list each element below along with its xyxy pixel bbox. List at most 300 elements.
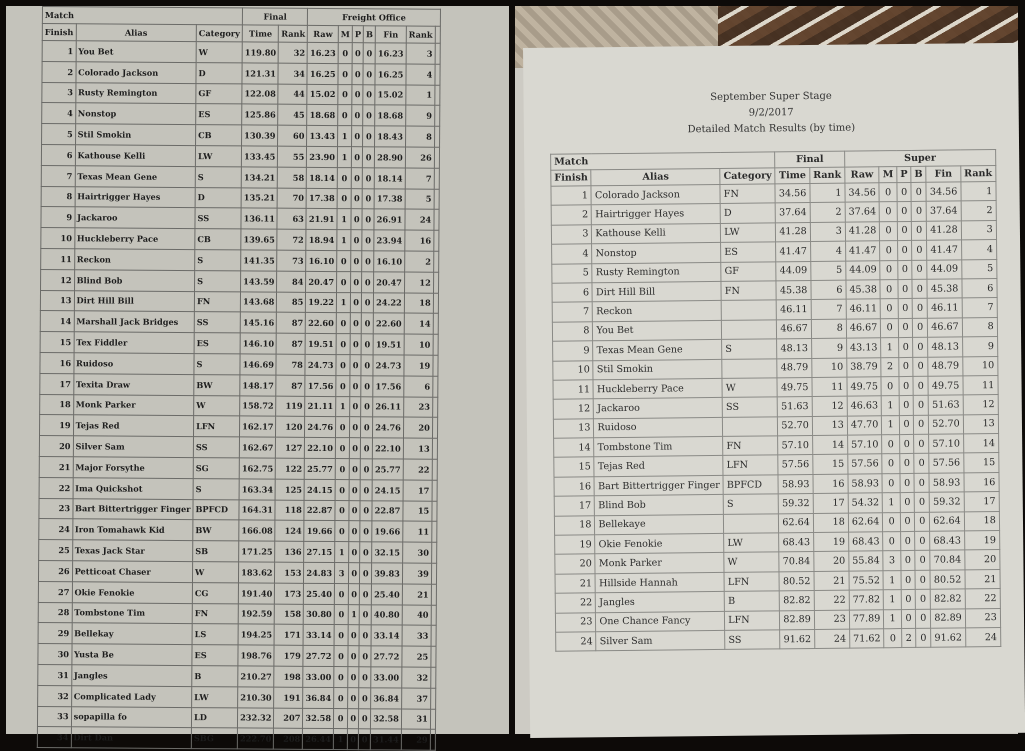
table-cell: 22 [814, 590, 849, 610]
table-cell: 0 [349, 563, 360, 584]
table-cell: 0 [883, 512, 901, 532]
table-cell: 47.70 [847, 415, 882, 435]
table-cell: 0 [883, 532, 901, 552]
table-row [40, 352, 438, 376]
table-cell: Hillside Hannah [595, 572, 724, 593]
table-cell: SS [193, 437, 239, 458]
table-cell: 146.69 [240, 354, 276, 375]
table-cell: 0 [884, 629, 902, 649]
table-cell: 13 [963, 414, 998, 434]
table-cell: Major Forsythe [73, 457, 194, 479]
table-cell: Silver Sam [596, 630, 725, 651]
table-cell: W [722, 378, 777, 398]
table-row [39, 436, 437, 460]
table-cell: 70.84 [930, 550, 965, 570]
table-cell: 62.64 [848, 512, 883, 532]
table-cell: CB [195, 229, 241, 250]
table-cell: 0 [360, 583, 372, 604]
table-cell: 72 [277, 229, 306, 250]
table-row [40, 394, 438, 418]
table-cell: 17 [40, 373, 74, 394]
table-cell: 0 [351, 188, 362, 209]
table-cell: 18 [813, 513, 848, 533]
table-cell: 1 [336, 396, 350, 417]
table-cell: 39.83 [372, 563, 403, 584]
table-cell: 14 [812, 435, 847, 455]
table-cell: 9 [962, 337, 997, 357]
left-col-header: Fin [375, 26, 406, 43]
table-cell: Rusty Remington [75, 82, 196, 104]
table-cell: 91.62 [780, 629, 815, 649]
table-cell: 32 [402, 667, 431, 688]
table-cell: 21 [814, 571, 849, 591]
table-cell: 0 [360, 479, 372, 500]
table-cell: 0 [880, 260, 898, 280]
table-cell: 0 [334, 604, 348, 625]
table-cell: 1 [884, 609, 902, 629]
table-cell: 0 [880, 280, 898, 300]
table-cell: 10 [404, 334, 433, 355]
table-cell: 22 [965, 589, 1000, 609]
table-cell: Rusty Remington [592, 262, 721, 283]
table-cell: 146.10 [240, 333, 276, 354]
table-cell: 33.14 [371, 625, 402, 646]
table-cell [433, 314, 438, 335]
table-cell: 48.79 [777, 358, 812, 378]
table-cell: Texita Draw [73, 373, 194, 395]
right-group-final: Final [775, 151, 845, 168]
table-cell [432, 480, 437, 501]
table-cell: 0 [901, 570, 915, 590]
table-cell: W [194, 395, 240, 416]
table-cell: 24 [39, 519, 73, 540]
table-cell: 34.56 [775, 184, 810, 204]
table-cell: 63 [277, 209, 306, 230]
right-table-body [551, 182, 1001, 652]
table-cell: 14 [963, 434, 998, 454]
table-cell: 0 [361, 417, 373, 438]
table-cell: D [196, 62, 242, 83]
table-cell [724, 513, 779, 533]
table-cell: 16.23 [375, 43, 406, 64]
table-cell: 0 [911, 202, 926, 222]
table-cell: 38.79 [847, 357, 882, 377]
table-cell: 0 [350, 334, 361, 355]
table-cell: 40 [402, 605, 431, 626]
table-cell: Bellekay [72, 623, 193, 645]
table-cell [722, 320, 777, 340]
table-cell: 3 [810, 222, 845, 242]
table-cell: 0 [336, 334, 350, 355]
table-cell: 3 [406, 43, 435, 64]
table-cell: 191 [274, 687, 303, 708]
table-cell: 8 [405, 126, 434, 147]
table-cell: 0 [900, 454, 914, 474]
table-cell: 194.25 [238, 624, 274, 645]
table-row [41, 207, 439, 231]
table-row [40, 415, 438, 439]
table-cell: 0 [359, 708, 371, 729]
right-col-header: B [911, 166, 926, 182]
table-cell: 1 [335, 542, 349, 563]
table-cell: 0 [338, 84, 352, 105]
table-cell: 153 [275, 562, 304, 583]
table-cell: 0 [338, 105, 352, 126]
table-cell: 30 [38, 644, 72, 665]
table-cell: 2 [961, 201, 996, 221]
table-cell: 0 [363, 84, 375, 105]
table-cell: 12 [404, 272, 433, 293]
table-cell: 19 [813, 532, 848, 552]
table-cell: 0 [335, 438, 349, 459]
table-cell: 16 [40, 352, 74, 373]
table-cell [431, 584, 436, 605]
table-cell: 208 [274, 728, 303, 749]
table-cell: 5 [811, 261, 846, 281]
table-cell: S [722, 339, 777, 359]
table-cell: 0 [351, 147, 362, 168]
table-cell: 24 [556, 632, 597, 652]
table-cell: Huckleberry Pace [593, 378, 722, 399]
table-cell: 16.10 [374, 251, 405, 272]
table-cell: 17 [964, 492, 999, 512]
table-cell: 0 [351, 271, 362, 292]
table-cell [431, 542, 436, 563]
table-cell: 15.02 [375, 84, 406, 105]
table-cell: 23.90 [307, 146, 338, 167]
table-cell: 162.17 [240, 416, 276, 437]
table-cell: 58.93 [848, 474, 883, 494]
table-cell: 0 [901, 609, 915, 629]
table-cell: Tejas Red [73, 415, 194, 437]
table-cell: 23 [555, 612, 596, 632]
table-cell: Monk Parker [595, 553, 724, 574]
left-col-header: Rank [279, 25, 308, 42]
table-cell: 13 [812, 416, 847, 436]
table-cell [433, 355, 438, 376]
table-cell: 20 [965, 550, 1000, 570]
table-cell: 0 [350, 396, 361, 417]
table-cell: 18.94 [306, 230, 337, 251]
table-cell: Yusta Be [71, 644, 192, 666]
table-cell: S [723, 494, 778, 514]
table-cell: 0 [336, 313, 350, 334]
table-cell: 82.82 [780, 591, 815, 611]
table-cell: 198.76 [238, 645, 274, 666]
table-cell: 58.93 [778, 474, 813, 494]
table-cell: 68.43 [848, 532, 883, 552]
table-cell: 1 [884, 590, 902, 610]
table-cell: 134.21 [241, 167, 277, 188]
table-row [42, 124, 440, 148]
table-cell: ES [721, 242, 776, 262]
table-cell: 57.10 [929, 434, 964, 454]
table-cell: 0 [360, 500, 372, 521]
table-cell: 232.32 [238, 707, 274, 728]
left-group-match: Match [42, 7, 242, 25]
table-cell: Colorado Jackson [591, 184, 720, 205]
table-cell: 18.68 [307, 105, 338, 126]
table-cell: 46.63 [847, 396, 882, 416]
table-cell: 0 [360, 563, 372, 584]
table-cell: Tombstone Tim [72, 602, 193, 624]
table-cell: 23 [814, 610, 849, 630]
table-cell [433, 293, 438, 314]
table-cell: 17.38 [306, 188, 337, 209]
table-cell: 44.09 [776, 261, 811, 281]
table-cell: 13 [403, 438, 432, 459]
table-cell: 24.76 [373, 417, 404, 438]
table-cell: 20 [39, 436, 73, 457]
table-cell: 13 [40, 290, 74, 311]
table-cell: LFN [725, 610, 780, 630]
table-cell: 0 [915, 570, 930, 590]
table-cell: Okie Fenokie [72, 581, 193, 603]
table-cell: 0 [914, 415, 929, 435]
table-cell: 1 [882, 415, 900, 435]
table-cell: 25 [402, 646, 431, 667]
table-cell: CG [192, 582, 238, 603]
table-row [38, 623, 436, 647]
table-cell: 1 [883, 493, 901, 513]
table-cell: 20 [403, 417, 432, 438]
table-cell: 25.40 [304, 583, 335, 604]
table-cell: 57.10 [847, 435, 882, 455]
table-cell: 13 [553, 418, 594, 438]
table-cell: 0 [882, 435, 900, 455]
table-cell: 41.28 [927, 221, 962, 241]
table-cell: 0 [913, 357, 928, 377]
table-cell: B [192, 665, 238, 686]
table-cell: 25.40 [372, 584, 403, 605]
table-cell: Kathouse Kelli [75, 145, 196, 167]
table-cell: Ruidoso [73, 353, 194, 375]
table-cell: 0 [899, 396, 913, 416]
table-cell: 20.47 [306, 271, 337, 292]
left-photo-panel [6, 6, 509, 745]
table-cell: 210.30 [238, 687, 274, 708]
table-cell: 7 [811, 299, 846, 319]
table-cell: 0 [899, 357, 913, 377]
table-cell: 145.16 [240, 312, 276, 333]
table-cell: 59.32 [779, 494, 814, 514]
table-cell: 1 [883, 570, 901, 590]
table-cell: 16.25 [375, 64, 406, 85]
table-cell: 0 [361, 355, 373, 376]
table-cell: 28 [38, 602, 72, 623]
table-cell: 0 [899, 338, 913, 358]
table-cell: 54.32 [848, 493, 883, 513]
table-cell: 57.56 [848, 454, 883, 474]
table-cell: 32 [38, 685, 72, 706]
table-cell: 0 [912, 279, 927, 299]
table-cell: 34 [37, 727, 71, 748]
table-cell: Ima Quickshot [73, 477, 194, 499]
table-cell [434, 126, 439, 147]
table-cell: 0 [900, 473, 914, 493]
table-cell: 0 [363, 147, 375, 168]
table-row [38, 685, 436, 709]
table-cell: LS [192, 624, 238, 645]
table-cell: 12 [963, 395, 998, 415]
table-cell: 5 [962, 259, 997, 279]
table-cell [434, 210, 439, 231]
table-cell: 0 [913, 396, 928, 416]
table-cell: 31.44 [371, 729, 402, 750]
table-cell: ES [196, 104, 242, 125]
table-cell: Jackaroo [75, 207, 196, 229]
table-cell: 0 [350, 292, 361, 313]
table-cell: 45.38 [776, 280, 811, 300]
left-col-header: Alias [76, 24, 197, 42]
table-cell: 0 [349, 459, 360, 480]
table-cell: 2 [404, 251, 433, 272]
left-group-freight-office: Freight Office [308, 8, 441, 26]
table-cell: Texas Mean Gene [593, 340, 722, 361]
table-cell: 82.82 [930, 589, 965, 609]
table-cell: 27.15 [304, 541, 335, 562]
table-cell: Jangles [71, 665, 192, 687]
table-cell: 27.72 [371, 646, 402, 667]
sheet-date: 9/2/2017 [748, 107, 794, 119]
table-cell: 58.93 [929, 473, 964, 493]
table-cell: 6 [962, 279, 997, 299]
table-cell: 122.08 [242, 83, 278, 104]
table-cell: 29 [401, 729, 430, 750]
table-cell: 0 [898, 260, 912, 280]
table-cell: 1 [42, 41, 76, 62]
table-cell: 37.64 [845, 202, 880, 222]
table-cell: 0 [899, 376, 913, 396]
right-col-header: Finish [551, 170, 592, 186]
table-cell: 173 [275, 583, 304, 604]
table-cell: 18 [40, 394, 74, 415]
left-col-header-cut [435, 26, 440, 43]
table-cell: 21.91 [306, 209, 337, 230]
table-cell: 17.38 [374, 188, 405, 209]
table-cell: 33.14 [303, 625, 334, 646]
table-cell: 78 [276, 354, 305, 375]
table-cell: 17 [813, 493, 848, 513]
table-cell: 16.10 [306, 250, 337, 271]
table-cell: 4 [961, 240, 996, 260]
table-cell: 0 [335, 500, 349, 521]
table-cell: 49.75 [777, 377, 812, 397]
table-cell: 24 [405, 209, 434, 230]
table-cell: 118 [275, 500, 304, 521]
table-cell: Texas Mean Gene [75, 166, 196, 188]
table-cell: 0 [898, 299, 912, 319]
table-cell: 45.38 [846, 280, 881, 300]
table-row [38, 664, 436, 688]
table-cell: 0 [912, 260, 927, 280]
table-cell: 11 [812, 377, 847, 397]
table-cell [432, 522, 437, 543]
table-cell: Reckon [593, 301, 722, 322]
table-cell: Blind Bob [595, 495, 724, 516]
table-cell: Dirt Hill Bill [74, 290, 195, 312]
table-cell [431, 605, 436, 626]
table-cell: S [193, 478, 239, 499]
table-cell: 0 [334, 583, 348, 604]
table-cell: 73 [277, 250, 306, 271]
table-cell: 45.38 [927, 279, 962, 299]
table-cell: 44.09 [927, 259, 962, 279]
table-cell: 0 [349, 438, 360, 459]
table-cell: 25.77 [372, 459, 403, 480]
table-cell: 37 [401, 688, 430, 709]
table-cell: FN [720, 184, 775, 204]
table-cell [432, 397, 437, 418]
table-cell: 0 [348, 625, 359, 646]
table-cell: 0 [363, 43, 375, 64]
table-cell: 119 [276, 396, 305, 417]
table-cell: 40.80 [371, 604, 402, 625]
table-cell: Bart Bittertrigger Finger [72, 498, 193, 520]
table-row [39, 540, 437, 564]
table-cell [432, 501, 437, 522]
table-cell: You Bet [76, 41, 197, 63]
table-cell: 32 [279, 42, 308, 63]
table-cell: 36.84 [371, 688, 402, 709]
table-cell: 3 [551, 225, 592, 245]
table-cell: 11 [41, 248, 75, 269]
table-cell: 0 [363, 64, 375, 85]
left-col-header: Category [196, 25, 242, 42]
table-cell: 0 [900, 512, 914, 532]
table-cell: 0 [915, 512, 930, 532]
table-cell: 0 [882, 473, 900, 493]
table-cell: 6 [811, 280, 846, 300]
table-cell: 0 [337, 251, 351, 272]
table-cell: 164.31 [239, 499, 275, 520]
table-cell: 162.67 [239, 437, 275, 458]
table-cell: 0 [363, 168, 375, 189]
table-cell [433, 251, 438, 272]
table-cell: Jangles [596, 592, 725, 613]
table-cell: 4 [42, 103, 76, 124]
table-cell: One Chance Fancy [596, 611, 725, 632]
right-photo-panel [515, 6, 1018, 734]
table-cell: S [195, 250, 241, 271]
table-row [40, 290, 438, 314]
table-cell: 0 [333, 708, 347, 729]
table-cell: Bellekaye [595, 514, 724, 535]
table-cell: 0 [913, 318, 928, 338]
table-cell: 2 [902, 628, 916, 648]
table-cell: 12 [553, 399, 594, 419]
table-cell: 3 [334, 562, 348, 583]
table-cell: 16 [813, 474, 848, 494]
left-col-header: B [364, 26, 376, 43]
table-cell: 77.89 [849, 609, 884, 629]
table-cell: 18.14 [307, 167, 338, 188]
left-group-final: Final [242, 8, 307, 25]
table-cell: 44.09 [846, 260, 881, 280]
table-cell: 49.75 [847, 377, 882, 397]
table-cell: 143.68 [240, 291, 276, 312]
table-cell [433, 376, 438, 397]
table-cell: 0 [350, 313, 361, 334]
table-cell [430, 688, 435, 709]
table-cell: 24.83 [304, 562, 335, 583]
table-cell: You Bet [593, 320, 722, 341]
table-cell: 0 [361, 396, 373, 417]
table-cell: 68.43 [930, 531, 965, 551]
table-cell: 0 [361, 313, 373, 334]
table-cell: 1 [810, 183, 845, 203]
table-cell: 0 [881, 376, 899, 396]
